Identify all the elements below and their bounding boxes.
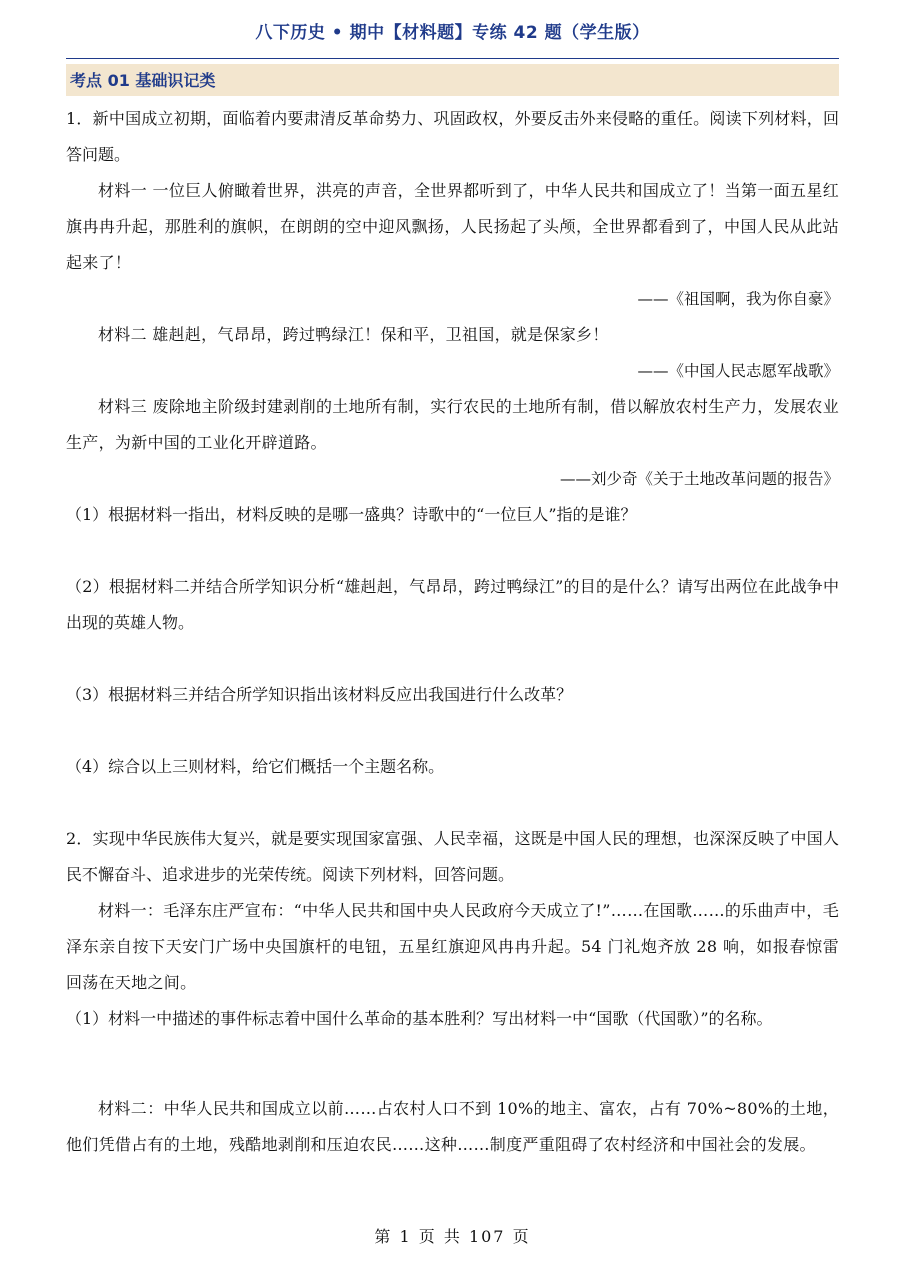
- header-divider: [66, 58, 839, 59]
- page-header-title: 八下历史 • 期中【材料题】专练 42 题（学生版）: [255, 23, 650, 43]
- q1-material-1-source: ——《祖国啊，我为你自豪》: [637, 290, 839, 308]
- answer-space: [66, 1037, 839, 1091]
- q1-material-3-source: ——刘少奇《关于土地改革问题的报告》: [559, 470, 839, 488]
- answer-space: [66, 785, 839, 821]
- document-body: [66, 101, 839, 1163]
- q1-sub-question-2: （2）根据材料二并结合所学知识分析“雄赳赳，气昂昂，跨过鸭绿江”的目的是什么？请写出两位在此战争中出现的英雄人物。: [66, 577, 839, 632]
- answer-space: [66, 713, 839, 749]
- q2-sub-question-1: （1）材料一中描述的事件标志着中国什么革命的基本胜利？写出材料一中“国歌（代国歌）”的名称。: [66, 1009, 773, 1028]
- q1-sub-question-3: （3）根据材料三并结合所学知识指出该材料反应出我国进行什么改革？: [66, 685, 573, 704]
- answer-space: [66, 641, 839, 677]
- q1-material-3: 材料三 废除地主阶级封建剥削的土地所有制，实行农民的土地所有制，借以解放农村生产力，发展农业生产，为新中国的工业化开辟道路。: [66, 397, 839, 452]
- q1-material-1: 材料一 一位巨人俯瞰着世界，洪亮的声音，全世界都听到了，中华人民共和国成立了！当第一面五星红旗冉冉升起，那胜利的旗帜，在朗朗的空中迎风飘扬，人民扬起了头颅，全世界都看到了，中国人民从此站起来了！: [66, 181, 839, 272]
- question-2-stem: 2．实现中华民族伟大复兴，就是要实现国家富强、人民幸福，这既是中国人民的理想，也深深反映了中国人民不懈奋斗、追求进步的光荣传统。阅读下列材料，回答问题。: [66, 829, 839, 884]
- answer-space: [66, 533, 839, 569]
- q1-sub-question-4: （4）综合以上三则材料，给它们概括一个主题名称。: [66, 757, 445, 776]
- q2-material-2: 材料二：中华人民共和国成立以前……占农村人口不到 10%的地主、富农，占有 70%~80%的土地，他们凭借占有的土地，残酷地剥削和压迫农民……这种……制度严重阻碍了农村经济和中国社会的发展。: [66, 1099, 839, 1154]
- question-1-stem: 1．新中国成立初期，面临着内要肃清反革命势力、巩固政权，外要反击外来侵略的重任。阅读下列材料，回答问题。: [66, 109, 839, 164]
- page-number: 第 1 页 共 107 页: [374, 1227, 531, 1246]
- q2-material-1: 材料一：毛泽东庄严宣布：“中华人民共和国中央人民政府今天成立了!”……在国歌……的乐曲声中，毛泽东亲自按下天安门广场中央国旗杆的电钮，五星红旗迎风冉冉升起。54 门礼炮齐放 28 响，如报春惊雷回荡在天地之间。: [66, 901, 839, 992]
- q1-material-2: 材料二 雄赳赳，气昂昂，跨过鸭绿江！保和平，卫祖国，就是保家乡！: [98, 325, 609, 344]
- q1-sub-question-1: （1）根据材料一指出，材料反映的是哪一盛典？诗歌中的“一位巨人”指的是谁？: [66, 505, 637, 524]
- section-title: 考点 01 基础识记类: [70, 71, 216, 90]
- q1-material-2-source: ——《中国人民志愿军战歌》: [637, 362, 839, 380]
